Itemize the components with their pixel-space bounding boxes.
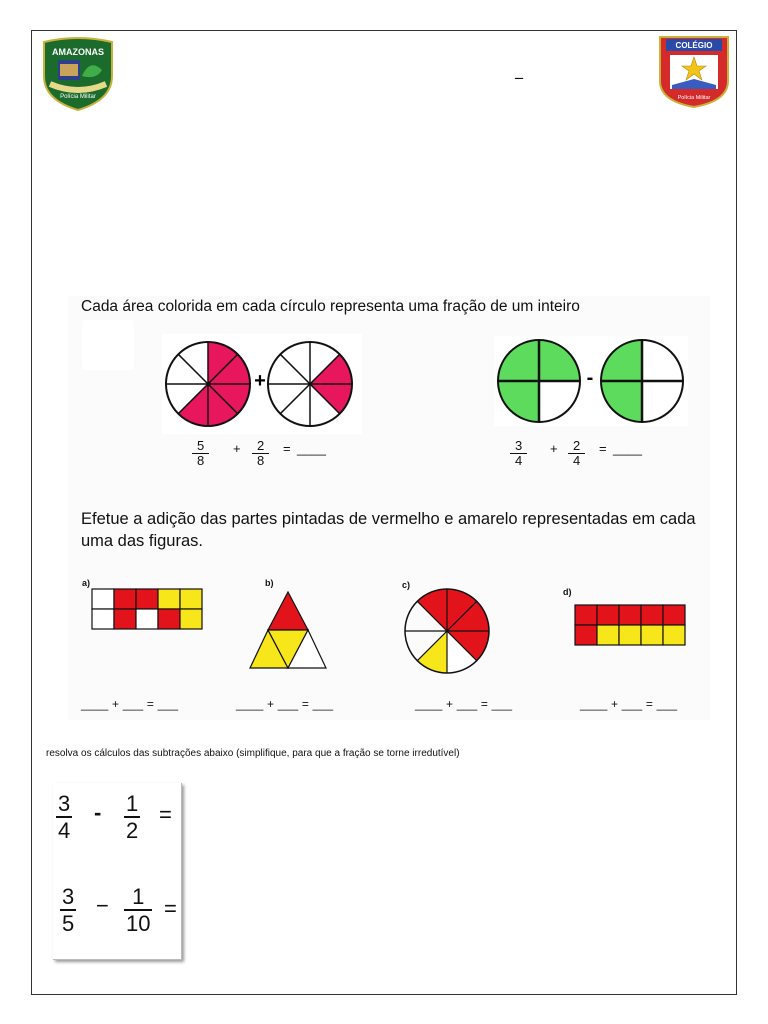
minus-sign: −	[96, 893, 109, 918]
pink-circles-figure	[162, 334, 362, 434]
equals-sign: =	[159, 802, 172, 827]
equals-sign: =	[283, 441, 291, 456]
fraction-numerator: 3	[62, 884, 75, 909]
answer-blank[interactable]: ____	[297, 441, 326, 456]
fraction-numerator: 2	[568, 439, 585, 454]
circle-minus-symbol: -	[586, 367, 594, 389]
fraction-3-5-large	[60, 884, 76, 936]
fraction-1-2-large	[124, 791, 140, 843]
fraction-denominator: 4	[515, 453, 523, 468]
circle-3-4	[498, 340, 580, 422]
instruction-figures: Efetue a adição das partes pintadas de vermelho e amarelo representadas em cada uma das figuras.	[81, 510, 696, 550]
fraction-numerator: 1	[126, 791, 139, 816]
figure-label-a: a)	[82, 578, 91, 588]
equals-sign: =	[164, 896, 177, 921]
figure-label-c: c)	[402, 580, 411, 590]
fraction-denominator: 8	[257, 453, 265, 468]
fraction-numerator: 2	[252, 439, 269, 454]
plus-sign: +	[233, 441, 241, 456]
colegio-pm-logo	[656, 33, 732, 109]
circle-5-8	[166, 342, 250, 426]
fraction-2-8	[252, 439, 269, 468]
fraction-5-8	[192, 439, 209, 468]
logo-left-title: AMAZONAS	[52, 47, 104, 57]
figure-b-triangle	[248, 590, 328, 670]
fraction-numerator: 1	[124, 884, 152, 911]
fraction-denominator: 8	[197, 453, 205, 468]
answer-blank[interactable]: ____	[613, 441, 642, 456]
amazonas-pm-logo	[38, 36, 118, 112]
answer-line-b[interactable]: ____ + ___ = ___	[236, 697, 334, 711]
logo-left-subtext: Polícia Militar	[60, 94, 96, 100]
answer-line-a[interactable]: ____ + ___ = ___	[81, 697, 179, 711]
circle-2-4	[601, 340, 683, 422]
figure-c-circle	[402, 586, 492, 676]
fraction-denominator: 4	[58, 818, 71, 843]
plus-sign: +	[550, 441, 558, 456]
fraction-denominator: 10	[126, 911, 151, 936]
header-dash: _	[515, 60, 523, 79]
minus-sign: -	[94, 800, 102, 825]
fraction-denominator: 2	[126, 818, 139, 843]
answer-line-c[interactable]: ____ + ___ = ___	[415, 697, 513, 711]
fraction-1-10-large	[124, 884, 152, 936]
fraction-2-4	[568, 439, 585, 468]
figure-a-grid	[91, 588, 203, 632]
circle-plus-symbol: +	[254, 370, 266, 392]
fraction-denominator: 5	[62, 911, 75, 936]
instruction-circles: Cada área colorida em cada círculo representa uma fração de um inteiro	[81, 298, 580, 315]
figure-label-d: d)	[563, 587, 572, 597]
instruction-subtraction: resolva os cálculos das subtrações abaixo (simplifique, para que a fração se torne irredutível)	[46, 748, 460, 759]
fraction-numerator: 3	[58, 791, 71, 816]
fraction-3-4	[510, 439, 527, 468]
figure-label-b: b)	[265, 578, 274, 588]
green-circles-figure	[494, 336, 688, 426]
fraction-3-4-large	[56, 791, 72, 843]
fraction-denominator: 4	[573, 453, 581, 468]
equals-sign: =	[599, 441, 607, 456]
logo-right-title: COLÉGIO	[675, 41, 713, 50]
logo-right-subtext: Polícia Militar	[677, 95, 711, 101]
fraction-numerator: 3	[510, 439, 527, 454]
fraction-numerator: 5	[192, 439, 209, 454]
circle-2-8	[268, 342, 352, 426]
figure-d-grid	[574, 604, 686, 648]
blank-box	[82, 320, 134, 370]
answer-line-d[interactable]: ____ + ___ = ___	[580, 697, 678, 711]
